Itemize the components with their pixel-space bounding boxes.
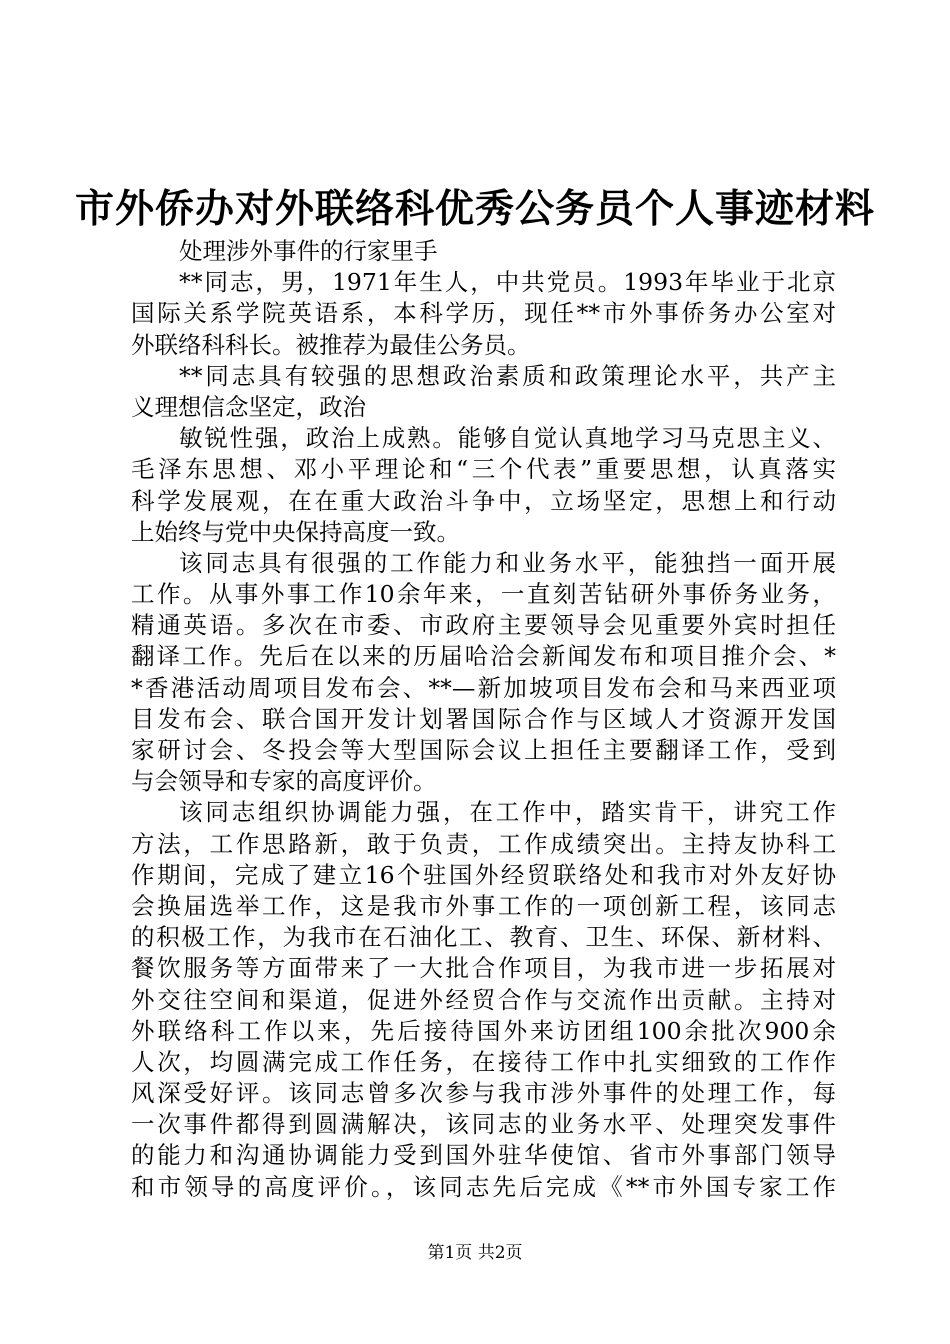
page-number-footer: 第1页 共2页 [427,1243,523,1263]
body-line: **同志，男，1971年生人，中共党员。1993年毕业于北京 [179,268,836,297]
body-line: 敏锐性强，政治上成熟。能够自觉认真地学习马克思主义、 [179,424,836,453]
subtitle-line: 处理涉外事件的行家里手 [179,237,438,265]
body-line: 和市领导的高度评价。，该同志先后完成《**市外国专家工作 [131,1172,836,1201]
body-line: 上始终与党中央保持高度一致。 [131,517,460,546]
body-line: 外联络科工作以来，先后接待国外来访团组100余批次900余 [131,1016,836,1045]
body-line: 目发布会、联合国开发计划署国际合作与区域人才资源开发国 [131,704,836,733]
body-line: 该同志组织协调能力强，在工作中，踏实肯干，讲究工作 [179,798,836,827]
body-line: 外交往空间和渠道，促进外经贸合作与交流作出贡献。主持对 [131,985,836,1014]
document-title: 市外侨办对外联络科优秀公务员个人事迹材料 [74,186,875,232]
body-line: 国际关系学院英语系，本科学历，现任**市外事侨务办公室对 [131,299,836,328]
body-line: 人次，均圆满完成工作任务，在接待工作中扎实细致的工作作 [131,1047,836,1076]
body-line: *香港活动周项目发布会、**—新加坡项目发布会和马来西亚项 [131,673,836,702]
body-line: 方法，工作思路新，敢于负责，工作成绩突出。主持友协科工 [131,829,836,858]
body-line: **同志具有较强的思想政治素质和政策理论水平，共产主 [179,361,836,390]
body-line: 风深受好评。该同志曾多次参与我市涉外事件的处理工作，每 [131,1079,836,1108]
body-line: 与会领导和专家的高度评价。 [131,767,437,796]
body-line: 会换届选举工作，这是我市外事工作的一项创新工程，该同志 [131,891,836,920]
body-line: 家研讨会、冬投会等大型国际会议上担任主要翻译工作，受到 [131,736,836,764]
body-line: 作期间，完成了建立16个驻国外经贸联络处和我市对外友好协 [131,860,836,889]
body-line: 餐饮服务等方面带来了一大批合作项目，为我市进一步拓展对 [131,954,836,983]
body-line: 外联络科科长。被推荐为最佳公务员。 [131,330,531,359]
body-line: 义理想信念坚定，政治 [131,392,366,421]
body-line: 翻译工作。先后在以来的历届哈洽会新闻发布和项目推介会、* [131,642,836,671]
body-line: 毛泽东思想、邓小平理论和“三个代表”重要思想，认真落实 [131,455,836,484]
body-line: 一次事件都得到圆满解决，该同志的业务水平、处理突发事件 [131,1110,836,1139]
body-line: 工作。从事外事工作10余年来，一直刻苦钻研外事侨务业务， [131,580,836,609]
body-line: 科学发展观，在在重大政治斗争中，立场坚定，思想上和行动 [131,486,836,515]
document-body [131,236,836,1203]
body-line: 该同志具有很强的工作能力和业务水平，能独挡一面开展 [179,548,836,577]
body-line: 精通英语。多次在市委、市政府主要领导会见重要外宾时担任 [131,611,836,640]
body-line: 的能力和沟通协调能力受到国外驻华使馆、省市外事部门领导 [131,1141,836,1170]
body-line: 的积极工作，为我市在石油化工、教育、卫生、环保、新材料、 [131,923,836,952]
